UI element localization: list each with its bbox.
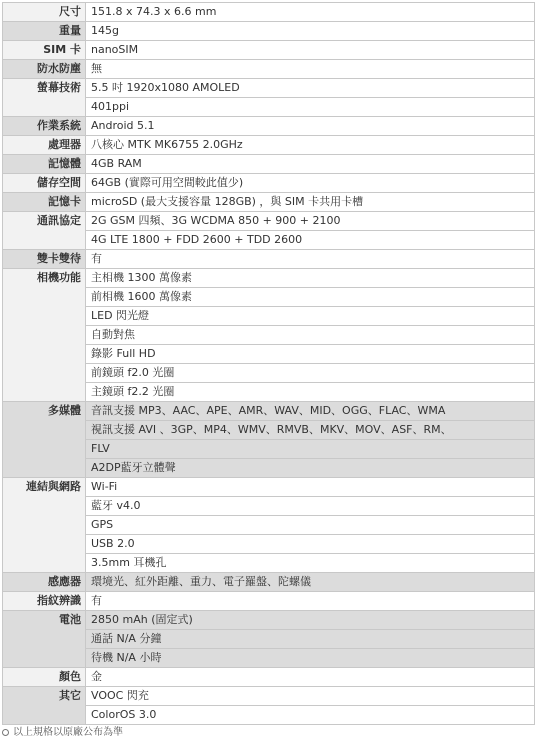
spec-label: 相機功能 <box>3 269 86 402</box>
spec-row <box>3 3 535 22</box>
spec-value: microSD (最大支援容量 128GB) ，與 SIM 卡共用卡槽 <box>86 193 535 212</box>
spec-value: 待機 N/A 小時 <box>86 649 535 668</box>
spec-row <box>3 193 535 212</box>
spec-row <box>3 136 535 155</box>
spec-row <box>3 611 535 630</box>
footnote-text: 以上規格以原廠公布為準 <box>13 727 123 738</box>
spec-row <box>3 668 535 687</box>
spec-row <box>3 41 535 60</box>
spec-value: 無 <box>86 60 535 79</box>
spec-value: 2G GSM 四頻、3G WCDMA 850 + 900 + 2100 <box>86 212 535 231</box>
spec-label: 記憶體 <box>3 155 86 174</box>
spec-value: 151.8 x 74.3 x 6.6 mm <box>86 3 535 22</box>
spec-table <box>2 2 535 725</box>
spec-value: 4GB RAM <box>86 155 535 174</box>
spec-value: 主鏡頭 f2.2 光圈 <box>86 383 535 402</box>
spec-sheet <box>2 2 535 725</box>
spec-value: 自動對焦 <box>86 326 535 345</box>
spec-label: 處理器 <box>3 136 86 155</box>
spec-value: 視訊支援 AVI 、3GP、MP4、WMV、RMVB、MKV、MOV、ASF、RM、 <box>86 421 535 440</box>
spec-value: VOOC 閃充 <box>86 687 535 706</box>
spec-value: 3.5mm 耳機孔 <box>86 554 535 573</box>
spec-value: 有 <box>86 250 535 269</box>
spec-label: 多媒體 <box>3 402 86 478</box>
spec-value: 前相機 1600 萬像素 <box>86 288 535 307</box>
spec-value: Android 5.1 <box>86 117 535 136</box>
spec-label: 螢幕技術 <box>3 79 86 117</box>
spec-label: 電池 <box>3 611 86 668</box>
spec-value: 藍牙 v4.0 <box>86 497 535 516</box>
spec-label: 重量 <box>3 22 86 41</box>
spec-value: Wi-Fi <box>86 478 535 497</box>
spec-label: 通訊協定 <box>3 212 86 250</box>
spec-row <box>3 155 535 174</box>
spec-value: 主相機 1300 萬像素 <box>86 269 535 288</box>
spec-label: 其它 <box>3 687 86 725</box>
spec-row <box>3 250 535 269</box>
spec-row <box>3 60 535 79</box>
spec-value: FLV <box>86 440 535 459</box>
spec-value: 5.5 吋 1920x1080 AMOLED <box>86 79 535 98</box>
footnote <box>2 726 123 740</box>
spec-row <box>3 117 535 136</box>
spec-value: 八核心 MTK MK6755 2.0GHz <box>86 136 535 155</box>
spec-value: 64GB (實際可用空間較此值少) <box>86 174 535 193</box>
spec-row <box>3 478 535 497</box>
bullet-icon <box>2 729 9 736</box>
spec-value: GPS <box>86 516 535 535</box>
spec-value: 錄影 Full HD <box>86 345 535 364</box>
spec-row <box>3 687 535 706</box>
spec-label: 尺寸 <box>3 3 86 22</box>
spec-label: 感應器 <box>3 573 86 592</box>
spec-row <box>3 269 535 288</box>
spec-value: 4G LTE 1800 + FDD 2600 + TDD 2600 <box>86 231 535 250</box>
spec-label: 指紋辨識 <box>3 592 86 611</box>
spec-value: USB 2.0 <box>86 535 535 554</box>
spec-label: 連結與網路 <box>3 478 86 573</box>
spec-value: 環境光、紅外距離、重力、電子羅盤、陀螺儀 <box>86 573 535 592</box>
spec-value: 金 <box>86 668 535 687</box>
spec-row <box>3 79 535 98</box>
spec-value: A2DP藍牙立體聲 <box>86 459 535 478</box>
spec-label: 記憶卡 <box>3 193 86 212</box>
spec-row <box>3 592 535 611</box>
spec-value: 145g <box>86 22 535 41</box>
spec-value: 2850 mAh (固定式) <box>86 611 535 630</box>
spec-row <box>3 22 535 41</box>
spec-value: 401ppi <box>86 98 535 117</box>
spec-row <box>3 212 535 231</box>
spec-row <box>3 402 535 421</box>
spec-label: 作業系統 <box>3 117 86 136</box>
spec-value: LED 閃光燈 <box>86 307 535 326</box>
spec-label: 顏色 <box>3 668 86 687</box>
spec-row <box>3 573 535 592</box>
spec-value: 有 <box>86 592 535 611</box>
spec-value: nanoSIM <box>86 41 535 60</box>
spec-value: 通話 N/A 分鐘 <box>86 630 535 649</box>
spec-label: 儲存空間 <box>3 174 86 193</box>
spec-value: ColorOS 3.0 <box>86 706 535 725</box>
spec-value: 前鏡頭 f2.0 光圈 <box>86 364 535 383</box>
spec-label: 防水防塵 <box>3 60 86 79</box>
spec-label: SIM 卡 <box>3 41 86 60</box>
spec-value: 音訊支援 MP3、AAC、APE、AMR、WAV、MID、OGG、FLAC、WMA <box>86 402 535 421</box>
spec-label: 雙卡雙待 <box>3 250 86 269</box>
spec-row <box>3 174 535 193</box>
